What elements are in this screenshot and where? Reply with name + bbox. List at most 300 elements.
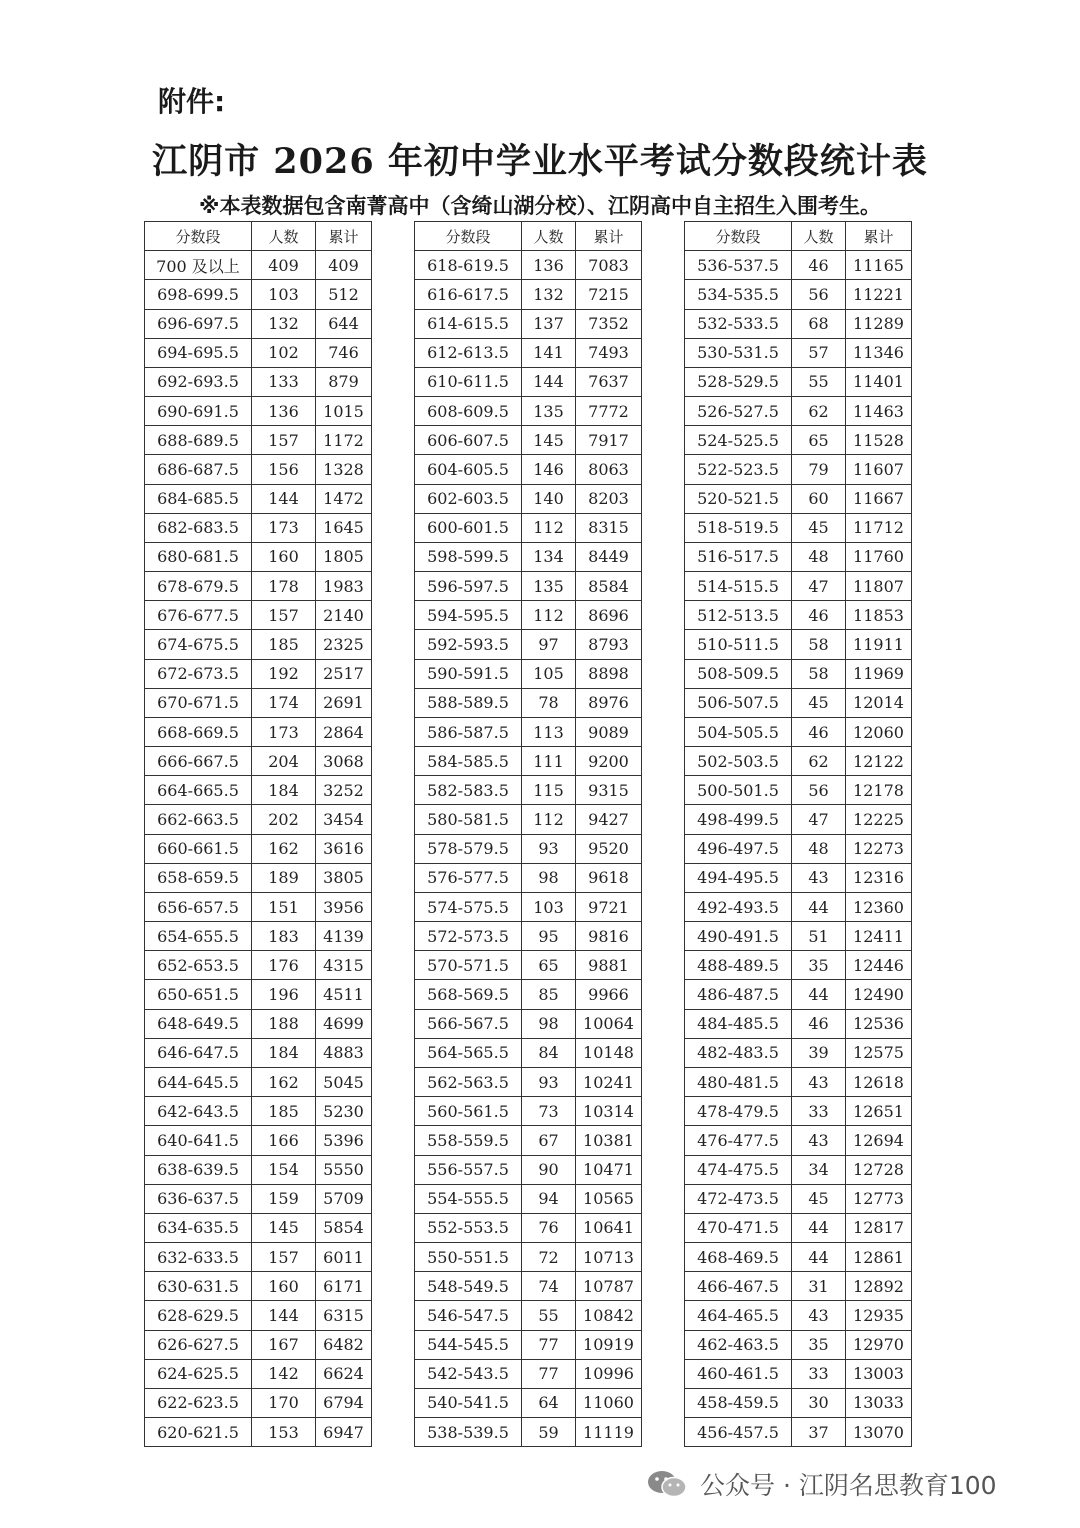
score-range-cell: 534-535.5 — [685, 280, 792, 309]
cumulative-cell: 6624 — [316, 1359, 372, 1388]
cumulative-cell: 12651 — [846, 1097, 912, 1126]
cumulative-cell: 8063 — [576, 455, 642, 484]
count-cell: 43 — [792, 863, 846, 892]
count-cell: 39 — [792, 1038, 846, 1067]
col-header-cumulative: 累计 — [576, 222, 642, 251]
count-cell: 140 — [522, 484, 576, 513]
score-range-cell: 688-689.5 — [145, 426, 252, 455]
cumulative-cell: 12014 — [846, 688, 912, 717]
count-cell: 44 — [792, 980, 846, 1009]
score-range-cell: 602-603.5 — [415, 484, 522, 513]
table-row — [145, 805, 372, 834]
score-range-cell: 580-581.5 — [415, 805, 522, 834]
cumulative-cell: 12618 — [846, 1067, 912, 1096]
score-range-cell: 458-459.5 — [685, 1388, 792, 1417]
col-header-score-range: 分数段 — [145, 222, 252, 251]
score-range-cell: 586-587.5 — [415, 717, 522, 746]
score-range-cell: 682-683.5 — [145, 513, 252, 542]
cumulative-cell: 12490 — [846, 980, 912, 1009]
table-row — [145, 426, 372, 455]
count-cell: 85 — [522, 980, 576, 1009]
score-range-cell: 584-585.5 — [415, 747, 522, 776]
score-range-cell: 538-539.5 — [415, 1418, 522, 1447]
score-range-cell: 678-679.5 — [145, 572, 252, 601]
score-range-cell: 528-529.5 — [685, 367, 792, 396]
cumulative-cell: 5550 — [316, 1155, 372, 1184]
table-row — [685, 922, 912, 951]
count-cell: 174 — [252, 688, 316, 717]
score-range-cell: 502-503.5 — [685, 747, 792, 776]
score-range-cell: 548-549.5 — [415, 1272, 522, 1301]
cumulative-cell: 12970 — [846, 1330, 912, 1359]
col-header-score-range: 分数段 — [685, 222, 792, 251]
table-row — [415, 1301, 642, 1330]
table-row — [145, 747, 372, 776]
count-cell: 189 — [252, 863, 316, 892]
count-cell: 37 — [792, 1418, 846, 1447]
score-range-cell: 632-633.5 — [145, 1243, 252, 1272]
cumulative-cell: 12935 — [846, 1301, 912, 1330]
watermark — [646, 1466, 997, 1502]
cumulative-cell: 1805 — [316, 542, 372, 571]
score-range-cell: 692-693.5 — [145, 367, 252, 396]
cumulative-cell: 8976 — [576, 688, 642, 717]
count-cell: 65 — [792, 426, 846, 455]
cumulative-cell: 11667 — [846, 484, 912, 513]
count-cell: 46 — [792, 717, 846, 746]
count-cell: 68 — [792, 309, 846, 338]
count-cell: 145 — [252, 1213, 316, 1242]
cumulative-cell: 8449 — [576, 542, 642, 571]
count-cell: 113 — [522, 717, 576, 746]
cumulative-cell: 8584 — [576, 572, 642, 601]
count-cell: 48 — [792, 834, 846, 863]
cumulative-cell: 10241 — [576, 1067, 642, 1096]
table-row — [145, 542, 372, 571]
table-row — [685, 309, 912, 338]
cumulative-cell: 512 — [316, 280, 372, 309]
score-range-cell: 470-471.5 — [685, 1213, 792, 1242]
count-cell: 30 — [792, 1388, 846, 1417]
cumulative-cell: 13003 — [846, 1359, 912, 1388]
table-row — [145, 951, 372, 980]
cumulative-cell: 9816 — [576, 922, 642, 951]
count-cell: 45 — [792, 1184, 846, 1213]
score-range-cell: 630-631.5 — [145, 1272, 252, 1301]
table-row — [685, 426, 912, 455]
cumulative-cell: 10148 — [576, 1038, 642, 1067]
score-range-cell: 504-505.5 — [685, 717, 792, 746]
cumulative-cell: 10565 — [576, 1184, 642, 1213]
count-cell: 58 — [792, 659, 846, 688]
cumulative-cell: 5709 — [316, 1184, 372, 1213]
score-range-cell: 628-629.5 — [145, 1301, 252, 1330]
table-row — [145, 1184, 372, 1213]
table-row — [685, 280, 912, 309]
table-note: ※本表数据包含南菁高中（含绮山湖分校）、江阴高中自主招生入围考生。 — [199, 194, 881, 218]
table-row — [415, 280, 642, 309]
cumulative-cell: 1983 — [316, 572, 372, 601]
table-row — [415, 805, 642, 834]
count-cell: 65 — [522, 951, 576, 980]
score-range-cell: 498-499.5 — [685, 805, 792, 834]
count-cell: 173 — [252, 513, 316, 542]
count-cell: 67 — [522, 1126, 576, 1155]
table-row — [685, 1388, 912, 1417]
table-row — [685, 892, 912, 921]
cumulative-cell: 8315 — [576, 513, 642, 542]
cumulative-cell: 1645 — [316, 513, 372, 542]
count-cell: 160 — [252, 1272, 316, 1301]
table-row — [145, 892, 372, 921]
table-row — [145, 1009, 372, 1038]
score-range-cell: 516-517.5 — [685, 542, 792, 571]
cumulative-cell: 11119 — [576, 1418, 642, 1447]
count-cell: 33 — [792, 1359, 846, 1388]
score-range-cell: 640-641.5 — [145, 1126, 252, 1155]
score-range-cell: 512-513.5 — [685, 601, 792, 630]
count-cell: 93 — [522, 1067, 576, 1096]
count-cell: 134 — [522, 542, 576, 571]
cumulative-cell: 8898 — [576, 659, 642, 688]
table-row — [685, 834, 912, 863]
score-range-cell: 544-545.5 — [415, 1330, 522, 1359]
table-row — [685, 1038, 912, 1067]
count-cell: 103 — [252, 280, 316, 309]
cumulative-cell: 10064 — [576, 1009, 642, 1038]
count-cell: 157 — [252, 426, 316, 455]
cumulative-cell: 10471 — [576, 1155, 642, 1184]
table-row — [685, 1418, 912, 1447]
table-row — [145, 1272, 372, 1301]
score-range-cell: 556-557.5 — [415, 1155, 522, 1184]
cumulative-cell: 12360 — [846, 892, 912, 921]
count-cell: 151 — [252, 892, 316, 921]
table-row — [415, 309, 642, 338]
cumulative-cell: 3454 — [316, 805, 372, 834]
score-range-cell: 668-669.5 — [145, 717, 252, 746]
cumulative-cell: 1015 — [316, 397, 372, 426]
table-row — [685, 542, 912, 571]
table-row — [145, 309, 372, 338]
cumulative-cell: 9966 — [576, 980, 642, 1009]
count-cell: 162 — [252, 834, 316, 863]
score-range-cell: 672-673.5 — [145, 659, 252, 688]
score-range-cell: 582-583.5 — [415, 776, 522, 805]
count-cell: 55 — [792, 367, 846, 396]
col-header-count: 人数 — [522, 222, 576, 251]
cumulative-cell: 12316 — [846, 863, 912, 892]
cumulative-cell: 11760 — [846, 542, 912, 571]
score-range-cell: 608-609.5 — [415, 397, 522, 426]
score-range-cell: 598-599.5 — [415, 542, 522, 571]
count-cell: 145 — [522, 426, 576, 455]
score-range-cell: 660-661.5 — [145, 834, 252, 863]
table-row — [415, 717, 642, 746]
table-row — [685, 251, 912, 280]
score-range-cell: 522-523.5 — [685, 455, 792, 484]
table-row — [415, 455, 642, 484]
score-range-cell: 690-691.5 — [145, 397, 252, 426]
count-cell: 45 — [792, 513, 846, 542]
cumulative-cell: 5045 — [316, 1067, 372, 1096]
score-range-cell: 652-653.5 — [145, 951, 252, 980]
table-row — [145, 513, 372, 542]
count-cell: 98 — [522, 1009, 576, 1038]
table-row — [145, 251, 372, 280]
score-range-cell: 550-551.5 — [415, 1243, 522, 1272]
col-header-count: 人数 — [792, 222, 846, 251]
cumulative-cell: 9427 — [576, 805, 642, 834]
table-row — [145, 1388, 372, 1417]
table-row — [415, 251, 642, 280]
table-row — [145, 688, 372, 717]
header-row — [685, 222, 912, 251]
score-range-cell: 540-541.5 — [415, 1388, 522, 1417]
count-cell: 103 — [522, 892, 576, 921]
score-range-cell: 472-473.5 — [685, 1184, 792, 1213]
table-row — [145, 659, 372, 688]
count-cell: 167 — [252, 1330, 316, 1359]
score-range-cell: 482-483.5 — [685, 1038, 792, 1067]
score-range-cell: 476-477.5 — [685, 1126, 792, 1155]
count-cell: 144 — [252, 484, 316, 513]
count-cell: 94 — [522, 1184, 576, 1213]
cumulative-cell: 1472 — [316, 484, 372, 513]
score-range-cell: 592-593.5 — [415, 630, 522, 659]
score-range-cell: 604-605.5 — [415, 455, 522, 484]
cumulative-cell: 12728 — [846, 1155, 912, 1184]
cumulative-cell: 5854 — [316, 1213, 372, 1242]
score-range-cell: 684-685.5 — [145, 484, 252, 513]
table-row — [685, 980, 912, 1009]
count-cell: 202 — [252, 805, 316, 834]
count-cell: 132 — [252, 309, 316, 338]
cumulative-cell: 2325 — [316, 630, 372, 659]
col-header-count: 人数 — [252, 222, 316, 251]
table-row — [415, 1038, 642, 1067]
score-range-cell: 576-577.5 — [415, 863, 522, 892]
score-range-cell: 466-467.5 — [685, 1272, 792, 1301]
count-cell: 111 — [522, 747, 576, 776]
count-cell: 62 — [792, 397, 846, 426]
cumulative-cell: 4139 — [316, 922, 372, 951]
cumulative-cell: 2140 — [316, 601, 372, 630]
score-range-cell: 566-567.5 — [415, 1009, 522, 1038]
table-row — [685, 1213, 912, 1242]
cumulative-cell: 10787 — [576, 1272, 642, 1301]
table-row — [415, 922, 642, 951]
table-row — [415, 1067, 642, 1096]
table-row — [685, 572, 912, 601]
count-cell: 93 — [522, 834, 576, 863]
count-cell: 95 — [522, 922, 576, 951]
cumulative-cell: 6482 — [316, 1330, 372, 1359]
cumulative-cell: 8696 — [576, 601, 642, 630]
cumulative-cell: 7215 — [576, 280, 642, 309]
attachment-label: 附件: — [158, 85, 226, 118]
score-range-cell: 574-575.5 — [415, 892, 522, 921]
table-row — [685, 776, 912, 805]
score-range-cell: 578-579.5 — [415, 834, 522, 863]
score-range-cell: 686-687.5 — [145, 455, 252, 484]
cumulative-cell: 9618 — [576, 863, 642, 892]
cumulative-cell: 10314 — [576, 1097, 642, 1126]
count-cell: 60 — [792, 484, 846, 513]
table-row — [145, 1330, 372, 1359]
table-row — [685, 1272, 912, 1301]
table-row — [685, 455, 912, 484]
score-range-cell: 670-671.5 — [145, 688, 252, 717]
count-cell: 84 — [522, 1038, 576, 1067]
score-range-cell: 662-663.5 — [145, 805, 252, 834]
count-cell: 44 — [792, 1243, 846, 1272]
table-row — [685, 717, 912, 746]
score-range-cell: 558-559.5 — [415, 1126, 522, 1155]
score-range-cell: 636-637.5 — [145, 1184, 252, 1213]
table-row — [145, 1213, 372, 1242]
cumulative-cell: 11528 — [846, 426, 912, 455]
cumulative-cell: 12861 — [846, 1243, 912, 1272]
score-range-cell: 508-509.5 — [685, 659, 792, 688]
count-cell: 58 — [792, 630, 846, 659]
count-cell: 137 — [522, 309, 576, 338]
cumulative-cell: 4699 — [316, 1009, 372, 1038]
cumulative-cell: 12773 — [846, 1184, 912, 1213]
count-cell: 64 — [522, 1388, 576, 1417]
count-cell: 146 — [522, 455, 576, 484]
score-range-cell: 480-481.5 — [685, 1067, 792, 1096]
score-range-cell: 642-643.5 — [145, 1097, 252, 1126]
table-row — [415, 980, 642, 1009]
table-row — [685, 367, 912, 396]
table-row — [145, 1155, 372, 1184]
count-cell: 188 — [252, 1009, 316, 1038]
count-cell: 192 — [252, 659, 316, 688]
table-row — [415, 747, 642, 776]
cumulative-cell: 11853 — [846, 601, 912, 630]
table-row — [415, 572, 642, 601]
count-cell: 157 — [252, 601, 316, 630]
score-range-cell: 524-525.5 — [685, 426, 792, 455]
table-row — [685, 688, 912, 717]
score-range-cell: 644-645.5 — [145, 1067, 252, 1096]
cumulative-cell: 3252 — [316, 776, 372, 805]
count-cell: 31 — [792, 1272, 846, 1301]
table-row — [145, 572, 372, 601]
score-range-cell: 536-537.5 — [685, 251, 792, 280]
cumulative-cell: 7083 — [576, 251, 642, 280]
cumulative-cell: 7493 — [576, 338, 642, 367]
count-cell: 51 — [792, 922, 846, 951]
score-range-cell: 514-515.5 — [685, 572, 792, 601]
table-row — [685, 1126, 912, 1155]
score-table-3 — [684, 221, 912, 1447]
count-cell: 159 — [252, 1184, 316, 1213]
table-row — [685, 863, 912, 892]
cumulative-cell: 13033 — [846, 1388, 912, 1417]
count-cell: 160 — [252, 542, 316, 571]
table-row — [415, 834, 642, 863]
score-range-cell: 616-617.5 — [415, 280, 522, 309]
count-cell: 176 — [252, 951, 316, 980]
count-cell: 62 — [792, 747, 846, 776]
count-cell: 59 — [522, 1418, 576, 1447]
score-range-cell: 676-677.5 — [145, 601, 252, 630]
cumulative-cell: 2691 — [316, 688, 372, 717]
table-row — [145, 717, 372, 746]
score-range-cell: 614-615.5 — [415, 309, 522, 338]
count-cell: 178 — [252, 572, 316, 601]
cumulative-cell: 879 — [316, 367, 372, 396]
score-range-cell: 674-675.5 — [145, 630, 252, 659]
cumulative-cell: 2517 — [316, 659, 372, 688]
table-row — [685, 630, 912, 659]
score-range-cell: 532-533.5 — [685, 309, 792, 338]
score-range-cell: 622-623.5 — [145, 1388, 252, 1417]
score-range-cell: 506-507.5 — [685, 688, 792, 717]
count-cell: 204 — [252, 747, 316, 776]
count-cell: 43 — [792, 1301, 846, 1330]
count-cell: 135 — [522, 572, 576, 601]
cumulative-cell: 8793 — [576, 630, 642, 659]
cumulative-cell: 11463 — [846, 397, 912, 426]
cumulative-cell: 7917 — [576, 426, 642, 455]
cumulative-cell: 5230 — [316, 1097, 372, 1126]
score-range-cell: 620-621.5 — [145, 1418, 252, 1447]
score-range-cell: 518-519.5 — [685, 513, 792, 542]
count-cell: 72 — [522, 1243, 576, 1272]
table-row — [685, 338, 912, 367]
cumulative-cell: 4883 — [316, 1038, 372, 1067]
score-range-cell: 596-597.5 — [415, 572, 522, 601]
table-row — [145, 834, 372, 863]
count-cell: 90 — [522, 1155, 576, 1184]
count-cell: 112 — [522, 513, 576, 542]
cumulative-cell: 6315 — [316, 1301, 372, 1330]
count-cell: 46 — [792, 251, 846, 280]
score-range-cell: 496-497.5 — [685, 834, 792, 863]
cumulative-cell: 12225 — [846, 805, 912, 834]
cumulative-cell: 9721 — [576, 892, 642, 921]
cumulative-cell: 3616 — [316, 834, 372, 863]
score-range-cell: 510-511.5 — [685, 630, 792, 659]
count-cell: 46 — [792, 1009, 846, 1038]
score-range-cell: 626-627.5 — [145, 1330, 252, 1359]
table-row — [145, 1301, 372, 1330]
table-row — [685, 1301, 912, 1330]
count-cell: 46 — [792, 601, 846, 630]
table-row — [685, 1330, 912, 1359]
table-row — [685, 484, 912, 513]
count-cell: 185 — [252, 1097, 316, 1126]
cumulative-cell: 1328 — [316, 455, 372, 484]
table-row — [415, 1272, 642, 1301]
table-row — [685, 747, 912, 776]
header-row — [145, 222, 372, 251]
cumulative-cell: 3956 — [316, 892, 372, 921]
score-range-cell: 462-463.5 — [685, 1330, 792, 1359]
score-range-cell: 484-485.5 — [685, 1009, 792, 1038]
cumulative-cell: 4511 — [316, 980, 372, 1009]
cumulative-cell: 11969 — [846, 659, 912, 688]
score-range-cell: 500-501.5 — [685, 776, 792, 805]
cumulative-cell: 10641 — [576, 1213, 642, 1242]
cumulative-cell: 12178 — [846, 776, 912, 805]
table-row — [415, 1243, 642, 1272]
cumulative-cell: 9089 — [576, 717, 642, 746]
table-row — [145, 776, 372, 805]
